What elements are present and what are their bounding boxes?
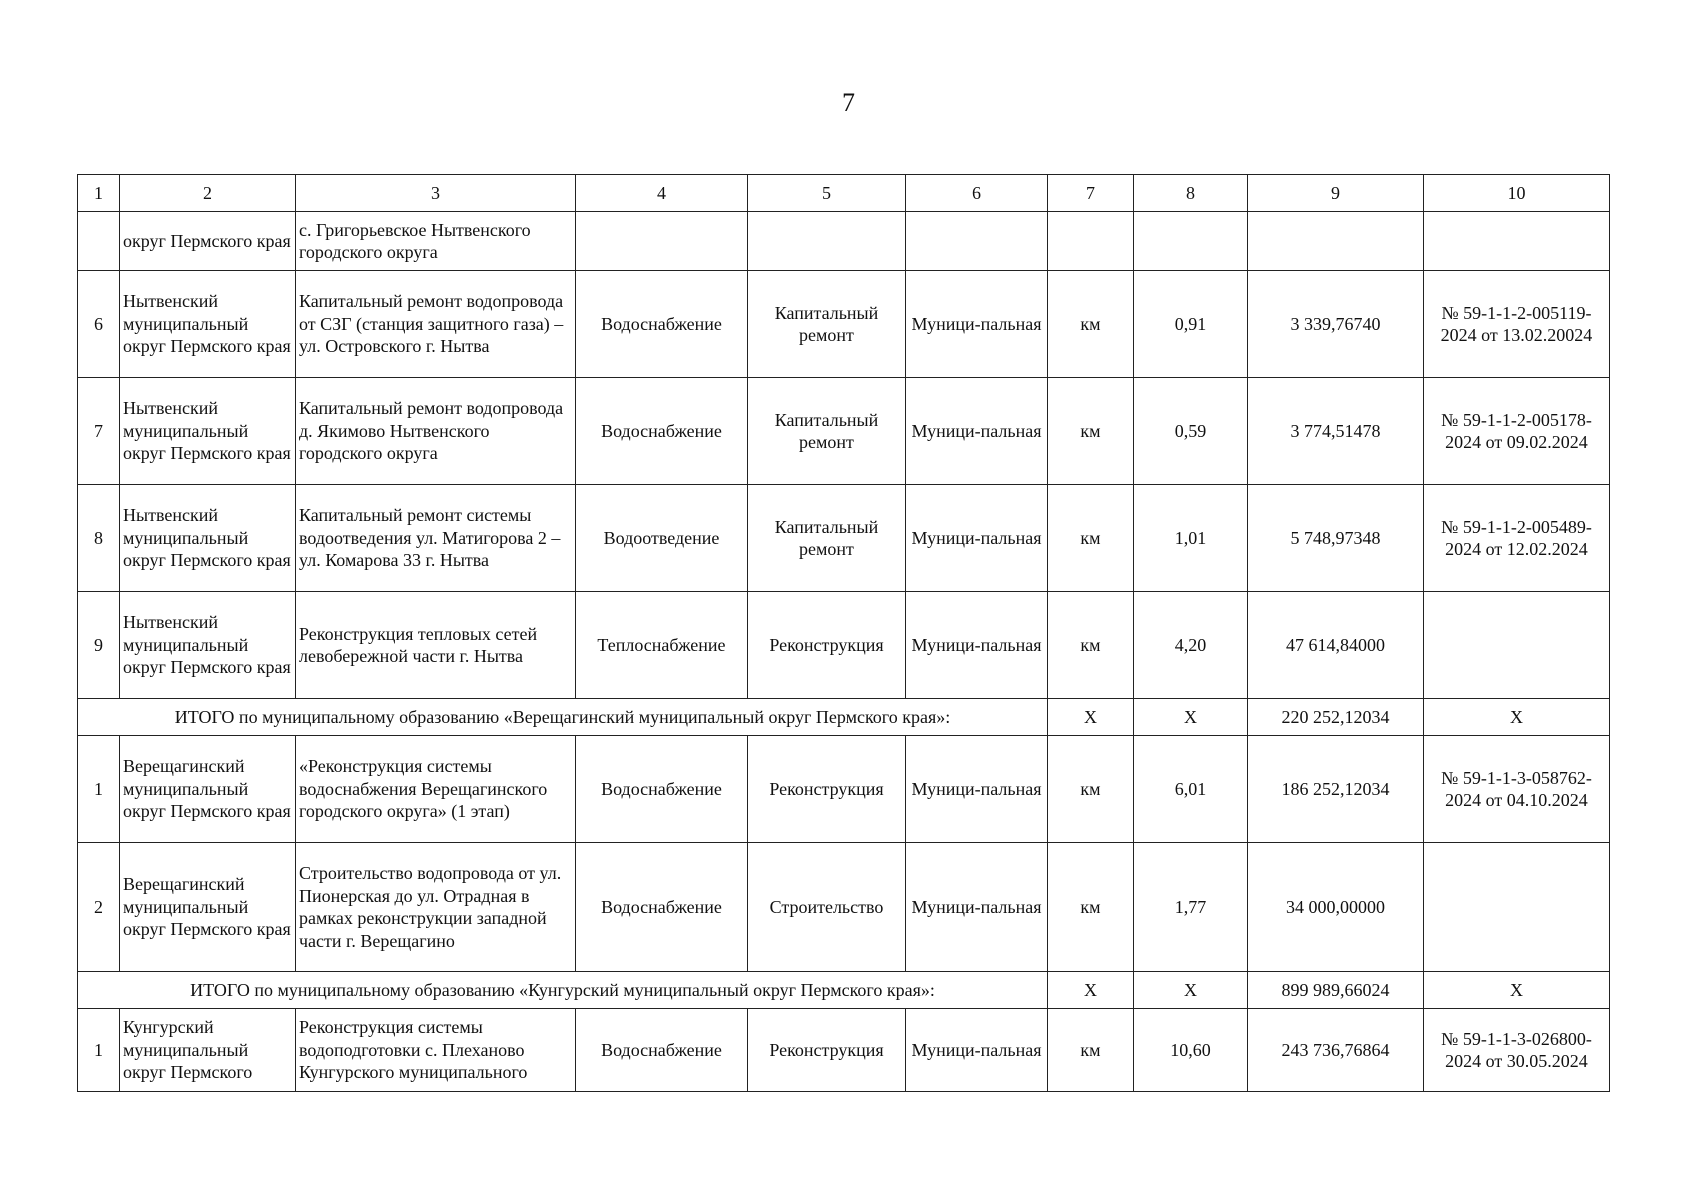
- table-cell: Теплоснабжение: [576, 592, 748, 699]
- table-cell: Муници-пальная: [906, 736, 1048, 843]
- table-cell: Строительство: [748, 843, 906, 972]
- total-cell: Х: [1424, 699, 1610, 736]
- column-header: 7: [1048, 175, 1134, 212]
- total-cell: Х: [1134, 699, 1248, 736]
- table-cell: № 59-1-1-2-005489-2024 от 12.02.2024: [1424, 485, 1610, 592]
- table-row: [78, 592, 1610, 699]
- column-header: 10: [1424, 175, 1610, 212]
- table-cell: [1248, 212, 1424, 271]
- table-cell: 8: [78, 485, 120, 592]
- table-cell: [576, 212, 748, 271]
- table-cell: [1424, 592, 1610, 699]
- table-cell: км: [1048, 843, 1134, 972]
- table-cell: [1134, 212, 1248, 271]
- table-row: [78, 378, 1610, 485]
- table-cell: Нытвенский муниципальный округ Пермского края: [120, 485, 296, 592]
- total-label: ИТОГО по муниципальному образованию «Верещагинский муниципальный округ Пермского края»:: [78, 699, 1048, 736]
- table-cell: Капитальный ремонт водопровода от СЗГ (станция защитного газа) – ул. Островского г. Нытва: [296, 271, 576, 378]
- table-cell: Муници-пальная: [906, 1009, 1048, 1092]
- table-cell: Строительство водопровода от ул. Пионерская до ул. Отрадная в рамках реконструкции западной части г. Верещагино: [296, 843, 576, 972]
- table-cell: Нытвенский муниципальный округ Пермского края: [120, 271, 296, 378]
- table-cell: Муници-пальная: [906, 592, 1048, 699]
- table-cell: [748, 212, 906, 271]
- total-row: [78, 972, 1610, 1009]
- table-cell: округ Пермского края: [120, 212, 296, 271]
- total-cell: Х: [1048, 972, 1134, 1009]
- data-table: [77, 174, 1610, 1092]
- table-row: [78, 485, 1610, 592]
- header-row: [78, 175, 1610, 212]
- table-cell: 243 736,76864: [1248, 1009, 1424, 1092]
- table-cell: Водоснабжение: [576, 1009, 748, 1092]
- column-header: 2: [120, 175, 296, 212]
- table-cell: 1,01: [1134, 485, 1248, 592]
- table-row: [78, 1009, 1610, 1092]
- table-cell: 2: [78, 843, 120, 972]
- table-cell: Муници-пальная: [906, 271, 1048, 378]
- table-cell: № 59-1-1-2-005119-2024 от 13.02.20024: [1424, 271, 1610, 378]
- table-cell: Водоснабжение: [576, 271, 748, 378]
- table-cell: 10,60: [1134, 1009, 1248, 1092]
- table-cell: 47 614,84000: [1248, 592, 1424, 699]
- table-cell: [1424, 843, 1610, 972]
- table-cell: № 59-1-1-2-005178-2024 от 09.02.2024: [1424, 378, 1610, 485]
- table-cell: [1048, 212, 1134, 271]
- table-cell: Муници-пальная: [906, 843, 1048, 972]
- column-header: 1: [78, 175, 120, 212]
- table-cell: Верещагинский муниципальный округ Пермского края: [120, 843, 296, 972]
- table-cell: [906, 212, 1048, 271]
- table-cell: 6,01: [1134, 736, 1248, 843]
- table-cell: [78, 212, 120, 271]
- table-cell: 34 000,00000: [1248, 843, 1424, 972]
- table-cell: Реконструкция тепловых сетей левобережной части г. Нытва: [296, 592, 576, 699]
- total-row: [78, 699, 1610, 736]
- table-cell: км: [1048, 736, 1134, 843]
- table-cell: 7: [78, 378, 120, 485]
- table-cell: Капитальный ремонт водопровода д. Якимово Нытвенского городского округа: [296, 378, 576, 485]
- table-cell: № 59-1-1-3-026800-2024 от 30.05.2024: [1424, 1009, 1610, 1092]
- table-row: [78, 843, 1610, 972]
- table-cell: 1,77: [1134, 843, 1248, 972]
- table-cell: Реконструкция системы водоподготовки с. Плеханово Кунгурского муниципального: [296, 1009, 576, 1092]
- page-number: 7: [842, 88, 855, 117]
- total-cell: Х: [1134, 972, 1248, 1009]
- table-cell: Реконструкция: [748, 592, 906, 699]
- column-header: 3: [296, 175, 576, 212]
- column-header: 6: [906, 175, 1048, 212]
- total-label: ИТОГО по муниципальному образованию «Кунгурский муниципальный округ Пермского края»:: [78, 972, 1048, 1009]
- table-row: [78, 212, 1610, 271]
- table-cell: № 59-1-1-3-058762-2024 от 04.10.2024: [1424, 736, 1610, 843]
- table-cell: Реконструкция: [748, 1009, 906, 1092]
- table-cell: Муници-пальная: [906, 485, 1048, 592]
- table-cell: 3 774,51478: [1248, 378, 1424, 485]
- table-cell: Капитальный ремонт: [748, 271, 906, 378]
- table-cell: 4,20: [1134, 592, 1248, 699]
- table-cell: Водоснабжение: [576, 843, 748, 972]
- table-cell: Капитальный ремонт системы водоотведения ул. Матигорова 2 – ул. Комарова 33 г. Нытва: [296, 485, 576, 592]
- column-header: 8: [1134, 175, 1248, 212]
- table-row: [78, 271, 1610, 378]
- table-cell: Муници-пальная: [906, 378, 1048, 485]
- table-cell: Водоотведение: [576, 485, 748, 592]
- table-cell: км: [1048, 271, 1134, 378]
- table-cell: Капитальный ремонт: [748, 378, 906, 485]
- table-cell: Капитальный ремонт: [748, 485, 906, 592]
- column-header: 5: [748, 175, 906, 212]
- table-cell: 1: [78, 1009, 120, 1092]
- table-cell: 6: [78, 271, 120, 378]
- table-cell: 186 252,12034: [1248, 736, 1424, 843]
- table-cell: Водоснабжение: [576, 736, 748, 843]
- table-cell: Нытвенский муниципальный округ Пермского края: [120, 378, 296, 485]
- table-cell: км: [1048, 378, 1134, 485]
- table-cell: 9: [78, 592, 120, 699]
- table-cell: [1424, 212, 1610, 271]
- table-cell: Кунгурский муниципальный округ Пермского: [120, 1009, 296, 1092]
- table-cell: Реконструкция: [748, 736, 906, 843]
- table-cell: км: [1048, 592, 1134, 699]
- table-cell: 3 339,76740: [1248, 271, 1424, 378]
- table-cell: 1: [78, 736, 120, 843]
- table-cell: Верещагинский муниципальный округ Пермского края: [120, 736, 296, 843]
- column-header: 9: [1248, 175, 1424, 212]
- table-cell: 0,59: [1134, 378, 1248, 485]
- table-cell: км: [1048, 1009, 1134, 1092]
- column-header: 4: [576, 175, 748, 212]
- total-cell: Х: [1048, 699, 1134, 736]
- total-cell: 220 252,12034: [1248, 699, 1424, 736]
- total-cell: Х: [1424, 972, 1610, 1009]
- total-cell: 899 989,66024: [1248, 972, 1424, 1009]
- table-cell: «Реконструкция системы водоснабжения Верещагинского городского округа» (1 этап): [296, 736, 576, 843]
- table-cell: 5 748,97348: [1248, 485, 1424, 592]
- table-cell: Водоснабжение: [576, 378, 748, 485]
- table-cell: км: [1048, 485, 1134, 592]
- table-cell: Нытвенский муниципальный округ Пермского края: [120, 592, 296, 699]
- table-cell: 0,91: [1134, 271, 1248, 378]
- table-row: [78, 736, 1610, 843]
- table-cell: с. Григорьевское Нытвенского городского округа: [296, 212, 576, 271]
